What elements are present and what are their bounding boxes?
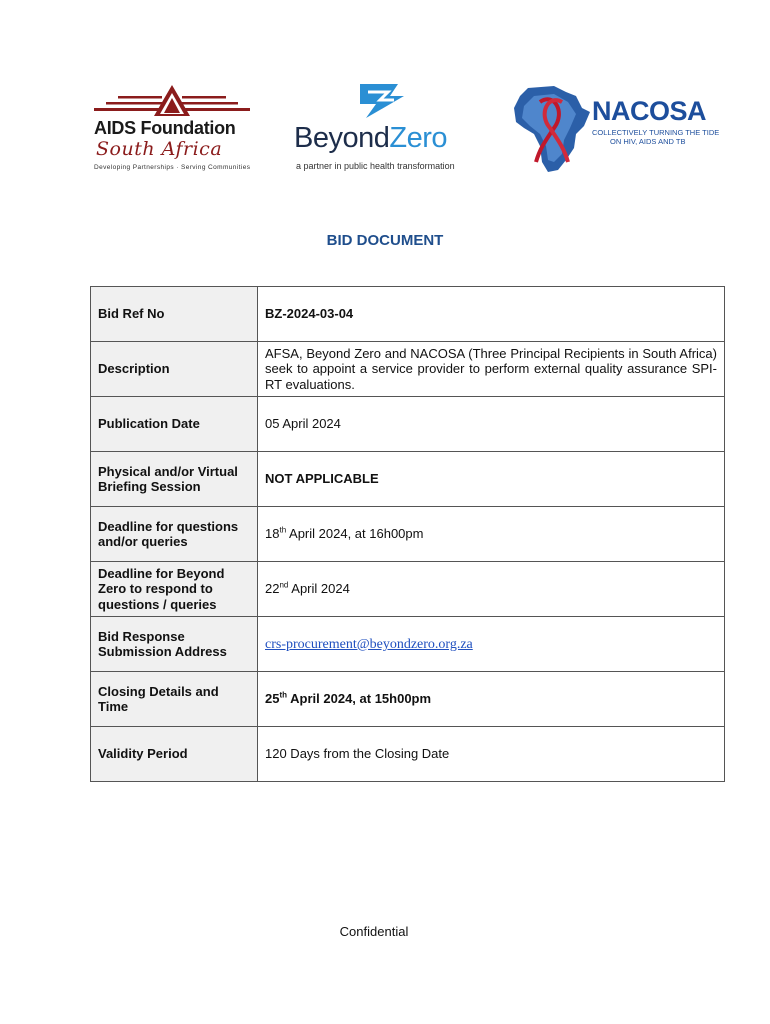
row-label: Deadline for Beyond Zero to respond to questions / queries bbox=[91, 562, 258, 617]
bid-details-table bbox=[90, 286, 725, 782]
confidential-footer: Confidential bbox=[339, 924, 409, 939]
beyond-zero-word-part2: Zero bbox=[389, 122, 447, 154]
date-rest: April 2024 bbox=[288, 581, 350, 597]
afsa-tagline: Developing Partnerships · Serving Communities bbox=[94, 164, 251, 171]
afsa-logo bbox=[92, 84, 262, 179]
nacosa-logo bbox=[510, 82, 720, 177]
questions-deadline-value bbox=[258, 507, 725, 562]
document-title: BID DOCUMENT bbox=[326, 232, 444, 249]
africa-map-icon bbox=[510, 82, 592, 174]
table-row bbox=[91, 617, 725, 672]
date-day: 18 bbox=[265, 526, 280, 542]
nacosa-tagline-line1: COLLECTIVELY TURNING THE TIDE bbox=[592, 128, 720, 137]
row-label: Description bbox=[91, 342, 258, 397]
response-deadline-value bbox=[258, 562, 725, 617]
row-label: Closing Details and Time bbox=[91, 672, 258, 727]
afsa-roof-icon bbox=[92, 84, 252, 118]
row-label: Bid Response Submission Address bbox=[91, 617, 258, 672]
nacosa-name: NACOSA bbox=[592, 96, 707, 126]
beyond-zero-mark-icon bbox=[354, 82, 410, 120]
beyond-zero-wordmark bbox=[294, 122, 447, 155]
date-day: 25 bbox=[265, 691, 280, 707]
beyond-zero-word-part1: Beyond bbox=[294, 122, 390, 154]
submission-address-cell bbox=[258, 617, 725, 672]
bid-ref-value: BZ-2024-03-04 bbox=[258, 287, 725, 342]
table-row bbox=[91, 287, 725, 342]
description-value: AFSA, Beyond Zero and NACOSA (Three Principal Recipients in South Africa) seek to appoint a service provider to perform external quality assurance SPI-RT evaluations. bbox=[258, 342, 725, 397]
row-label: Publication Date bbox=[91, 397, 258, 452]
date-suffix: th bbox=[279, 525, 287, 535]
table-row bbox=[91, 507, 725, 562]
submission-email-link[interactable]: crs-procurement@beyondzero.org.za bbox=[265, 636, 473, 652]
briefing-session-value: NOT APPLICABLE bbox=[258, 452, 725, 507]
logo-banner bbox=[0, 0, 770, 200]
afsa-script: South Africa bbox=[96, 138, 223, 160]
row-label: Deadline for questions and/or queries bbox=[91, 507, 258, 562]
row-label: Bid Ref No bbox=[91, 287, 258, 342]
date-suffix: th bbox=[279, 690, 288, 700]
row-label: Physical and/or Virtual Briefing Session bbox=[91, 452, 258, 507]
table-row bbox=[91, 452, 725, 507]
table-row bbox=[91, 342, 725, 397]
date-rest: April 2024, at 15h00pm bbox=[287, 691, 432, 707]
date-suffix: nd bbox=[279, 580, 289, 590]
closing-details-value bbox=[258, 672, 725, 727]
table-row bbox=[91, 672, 725, 727]
table-row bbox=[91, 562, 725, 617]
publication-date-value: 05 April 2024 bbox=[258, 397, 725, 452]
row-label: Validity Period bbox=[91, 727, 258, 782]
nacosa-tagline-line2: ON HIV, AIDS AND TB bbox=[610, 137, 686, 146]
date-rest: April 2024, at 16h00pm bbox=[286, 526, 424, 542]
beyond-zero-tagline: a partner in public health transformation bbox=[296, 161, 455, 171]
date-day: 22 bbox=[265, 581, 280, 597]
table-row bbox=[91, 727, 725, 782]
beyond-zero-logo bbox=[292, 82, 482, 177]
validity-period-value: 120 Days from the Closing Date bbox=[258, 727, 725, 782]
table-row bbox=[91, 397, 725, 452]
afsa-name: AIDS Foundation bbox=[94, 118, 236, 138]
